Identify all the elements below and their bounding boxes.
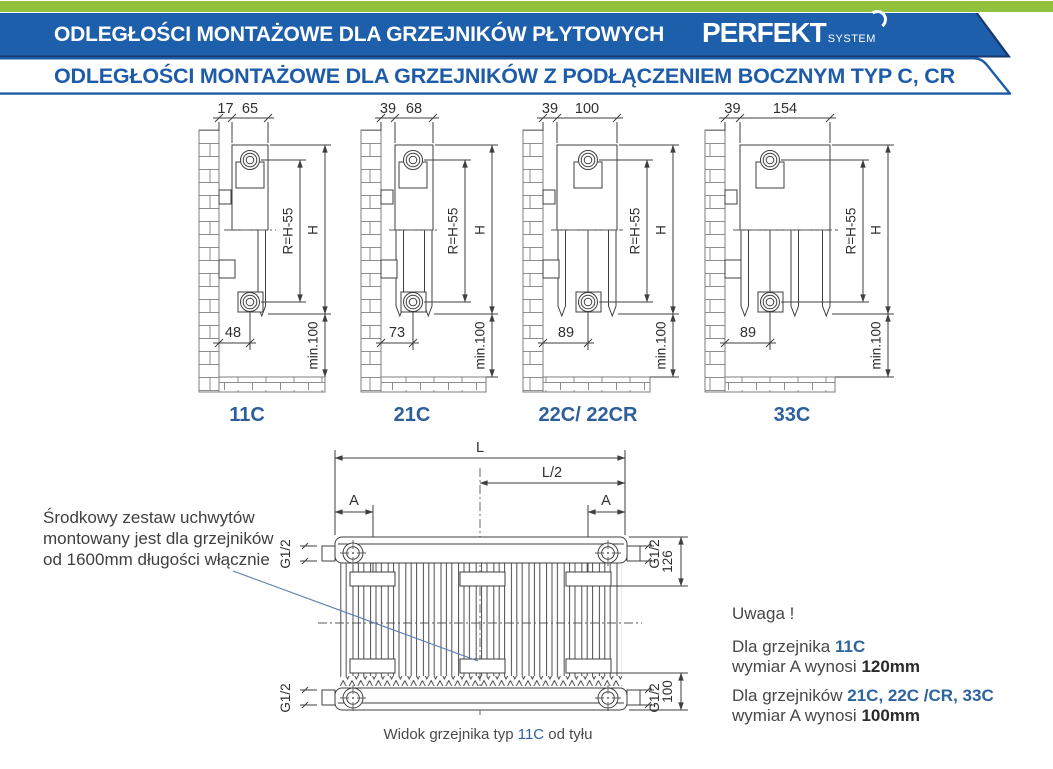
pipe-nipple-top-right — [627, 546, 640, 561]
dim-radius: R=H-55 — [843, 207, 859, 255]
side-view-33c — [705, 101, 894, 392]
dim-pipe-offset: 48 — [224, 325, 242, 341]
warning-line-3-types: 21C, 22C /CR, 33C — [847, 686, 994, 705]
note-line-3: od 1600mm długości włącznie — [43, 550, 270, 569]
page-title: ODLEGŁOŚCI MONTAŻOWE DLA GRZEJNIKÓW PŁYTOWYCH — [54, 22, 665, 46]
type-label-11c: 11C — [229, 404, 265, 426]
center-bracket-note — [43, 507, 274, 570]
dim-depth: 100 — [574, 101, 600, 117]
pipe-nipple-bottom-left — [322, 690, 335, 705]
caption-type: 11C — [517, 726, 545, 743]
dim-wall-gap: 39 — [379, 101, 397, 117]
dim-radius: R=H-55 — [627, 207, 643, 255]
dim-bracket-offset-right: A — [601, 493, 611, 509]
dim-floor-clearance: min.100 — [868, 321, 884, 370]
dim-thread-bottom-right: G1/2 — [647, 683, 662, 713]
side-view-22c-22cr — [523, 101, 679, 392]
rear-view-caption — [338, 726, 638, 743]
dim-height: H — [305, 225, 321, 235]
dim-radius: R=H-55 — [445, 207, 461, 255]
dim-radius: R=H-55 — [280, 207, 296, 255]
warning-line-2-text: wymiar A wynosi — [732, 657, 862, 676]
dim-thread-top-right: G1/2 — [647, 539, 662, 569]
dim-pipe-offset: 73 — [388, 325, 406, 341]
warning-line-1-types: 11C — [835, 637, 866, 656]
dim-floor-clearance: min.100 — [472, 321, 488, 370]
warning-line-2-value: 120mm — [861, 657, 921, 676]
dim-height: H — [653, 225, 669, 235]
wall-bracket-lower — [219, 260, 235, 278]
dim-pipe-offset: 89 — [557, 325, 575, 341]
dim-depth: 65 — [241, 101, 259, 117]
dim-top-to-bracket: 126 — [660, 550, 675, 573]
mounting-bracket — [350, 572, 395, 586]
pipe-nipple-top-left — [322, 546, 335, 561]
dim-half-length: L/2 — [541, 465, 563, 481]
mounting-bracket-center-bottom — [460, 659, 505, 673]
note-line-2: montowany jest dla grzejników — [43, 529, 274, 548]
warning-note — [732, 604, 994, 726]
side-view-11c — [199, 101, 331, 392]
dim-thread-bottom-left: G1/2 — [278, 683, 293, 713]
caption-suffix: od tyłu — [544, 726, 593, 743]
green-strip — [0, 1, 1053, 12]
page-subtitle: ODLEGŁOŚCI MONTAŻOWE DLA GRZEJNIKÓW Z PODŁĄCZENIEM BOCZNYM TYP C, CR — [54, 63, 955, 88]
dim-wall-gap: 39 — [724, 101, 741, 117]
mounting-bracket — [350, 659, 395, 673]
rear-view-drawing — [233, 440, 688, 716]
warning-line-3-text: Dla grzejników — [732, 686, 848, 705]
warning-line-1 — [732, 637, 994, 657]
dim-floor-clearance: min.100 — [305, 321, 321, 370]
wall-bracket-upper — [725, 190, 737, 204]
warning-line-4-text: wymiar A wynosi — [732, 706, 862, 725]
dim-depth: 68 — [405, 101, 423, 117]
caption-prefix: Widok grzejnika typ — [383, 726, 518, 743]
dim-pipe-offset: 89 — [739, 325, 757, 341]
dim-wall-gap: 17 — [217, 101, 234, 117]
mounting-bracket — [566, 659, 611, 673]
brand-name: PERFEKT — [702, 17, 826, 48]
dim-length: L — [475, 440, 485, 456]
pipe-nipple-bottom-right — [627, 690, 640, 705]
warning-line-4 — [732, 706, 994, 726]
wall-bracket-upper — [219, 190, 231, 204]
warning-line-4-value: 100mm — [861, 706, 921, 725]
brand-logo — [702, 17, 876, 49]
mounting-bracket-center — [460, 572, 505, 586]
warning-line-1-text: Dla grzejnika — [732, 637, 835, 656]
brand-subname: SYSTEM — [827, 33, 876, 45]
wall-bracket-lower — [381, 260, 397, 278]
dim-floor-clearance: min.100 — [653, 321, 669, 370]
warning-line-2 — [732, 657, 994, 677]
wall-bracket-lower — [725, 260, 741, 278]
dim-height: H — [472, 225, 488, 235]
warning-line-3 — [732, 686, 994, 706]
side-view-21c — [361, 101, 498, 392]
wall-bracket-lower — [543, 260, 559, 278]
type-label-33c: 33C — [773, 404, 811, 426]
dim-depth: 154 — [772, 101, 798, 117]
wall-bracket-upper — [381, 190, 393, 204]
dim-bracket-to-bottom: 100 — [660, 680, 675, 703]
type-label-21c: 21C — [393, 404, 431, 426]
dim-height: H — [868, 225, 884, 235]
warning-title: Uwaga ! — [732, 604, 795, 623]
wall-bracket-upper — [543, 190, 555, 204]
dim-thread-top-left: G1/2 — [278, 539, 293, 569]
mounting-bracket — [566, 572, 611, 586]
dim-wall-gap: 39 — [541, 101, 559, 117]
type-label-22c-22cr: 22C/ 22CR — [538, 404, 638, 426]
dim-bracket-offset-left: A — [349, 493, 359, 509]
note-line-1: Środkowy zestaw uchwytów — [43, 508, 255, 527]
